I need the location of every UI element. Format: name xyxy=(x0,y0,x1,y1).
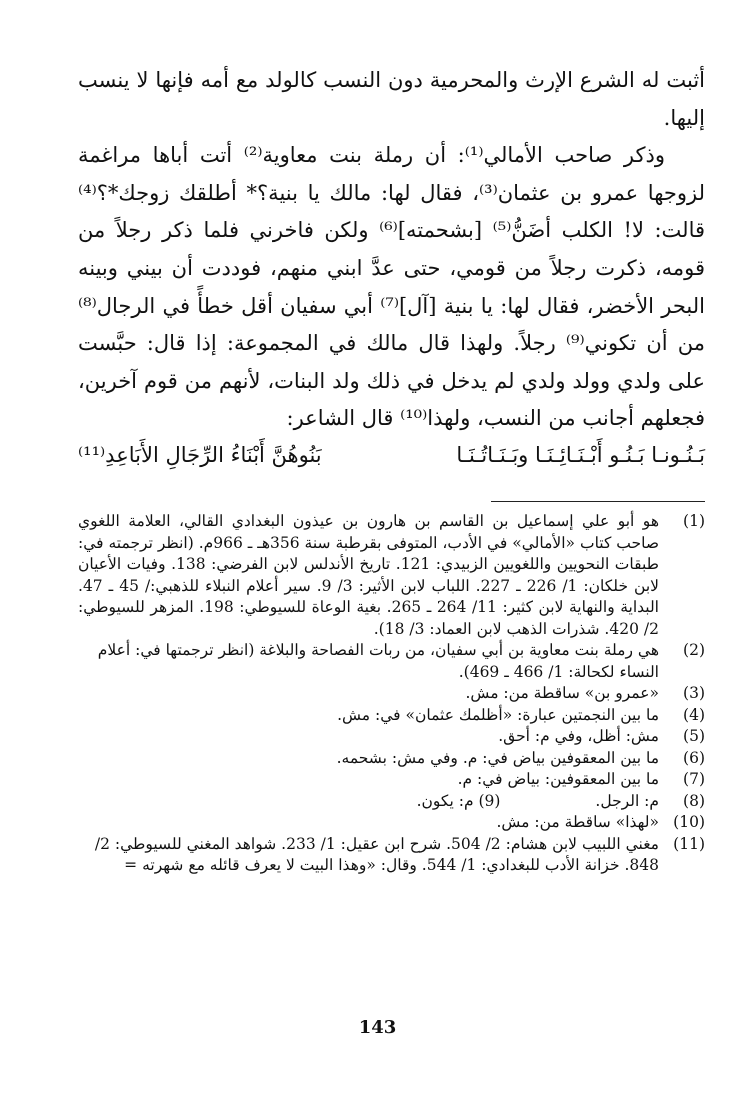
footnote-4 xyxy=(78,705,705,727)
footnote-10 xyxy=(78,812,705,834)
verse-first-hemistich: بَـنُـونـا بَـنُـو أَبْـنَـائِـنَـا وبَـنَـاتُـنَـا xyxy=(456,443,705,467)
footnote-text: م: الرجل. xyxy=(595,791,659,810)
footnote-text: مش: أظل، وفي م: أحق. xyxy=(498,727,659,745)
footnote-11 xyxy=(78,834,705,877)
footnote-text: ما بين النجمتين عبارة: «أظلمك عثمان» في: مش. xyxy=(337,705,659,724)
footnote-number: (4) xyxy=(683,705,705,724)
footnote-separator xyxy=(491,501,705,502)
footnote-number: (5) xyxy=(683,727,705,745)
page-number: 143 xyxy=(358,1017,397,1038)
verse-second-hemistich: بَنُوهُنَّ أَبْنَاءُ الرِّجَالِ الأَبَاعِدِ⁽¹¹⁾ xyxy=(78,443,322,467)
footnote-text: مغني اللبيب لابن هشام: 2/ 504. شرح ابن عقيل: 1/ 233. شواهد المغني للسيوطي: 2/ 848. خزانة الأدب للبغدادي: 1/ 544. وقال: «وهذا البيت لا يعرف قائله مع شهرته = xyxy=(94,834,659,874)
footnote-7 xyxy=(78,769,705,791)
footnote-3 xyxy=(78,683,705,705)
footnote-text: «عمرو بن» ساقطة من: مش. xyxy=(465,684,659,702)
footnote-number: (6) xyxy=(683,748,705,767)
footnote-number: (11) xyxy=(673,834,705,853)
footnotes-section xyxy=(78,511,705,877)
footnote-5 xyxy=(78,726,705,748)
footnote-number: (3) xyxy=(683,684,705,702)
paragraph-2: وذكر صاحب الأمالي⁽¹⁾: أن رملة بنت معاوية⁽²⁾ أتت أباها مراغمة لزوجها عمرو بن عثمان⁽³⁾، فقال لها: مالك يا بنية؟* أطلقك زوجك*؟⁽⁴⁾ قالت: لا! الكلب أضَنُّ⁽⁵⁾ [بشحمته]⁽⁶⁾ ولكن فاخرني فلما ذكر رجلاً من قومه، ذكرت رجلاً من قومي، حتى عدَّ ابني منهم، فوددت أن بيني وبينه البحر الأخضر، فقال لها: يا بنية [آل]⁽⁷⁾ أبي سفيان أقل خطأً في الرجال⁽⁸⁾ من أن تكوني⁽⁹⁾ رجلاً. ولهذا قال مالك في المجموعة: إذا قال: حبَّست على ولدي وولد ولدي لم يدخل في ذلك ولد البنات، لأنهم من قوم آخرين، فجعلهم أجانب من النسب، ولهذا⁽¹⁰⁾ قال الشاعر: xyxy=(78,143,706,431)
footnote-number: (2) xyxy=(683,641,705,659)
paragraph-1: أثبت له الشرع الإرث والمحرمية دون النسب كالولد مع أمه فإنها لا ينسب إليها. xyxy=(78,68,705,130)
footnote-text: هو أبو علي إسماعيل بن القاسم بن هارون بن عيذون البغدادي القالي، العلامة اللغوي صاحب كتاب «الأمالي» في الأدب، المتوفى بقرطبة سنة 356هـ ـ 966م. (انظر ترجمته في: طبقات النحويين واللغويين الزبيدي: 121. تاريخ الأندلس لابن الفرضي: 138. وفيات الأعيان لابن خلكان: 1/ 226 ـ 227. اللباب لابن الأثير: 3/ 9. سير أعلام النبلاء للذهبي:/ 45 ـ 47. البداية والنهاية لابن كثير: 11/ 264 ـ 265. بغية الوعاة للسيوطي: 198. المزهر للسيوطي: 2/ 420. شذرات الذهب لابن العماد: 3/ 18). xyxy=(78,512,659,638)
footnote-text: ما بين المعقوفين: بياض في: م. xyxy=(457,770,659,788)
footnote-2 xyxy=(78,640,705,683)
footnote-text: م: يكون. xyxy=(416,791,474,810)
footnote-text: «لهذا» ساقطة من: مش. xyxy=(496,813,659,831)
main-text xyxy=(78,62,705,438)
poetry-verse xyxy=(78,437,705,473)
footnote-6 xyxy=(78,748,705,770)
footnote-8-9 xyxy=(78,791,705,813)
footnote-text: ما بين المعقوفين بياض في: م. وفي مش: بشحمه. xyxy=(336,748,659,767)
footnote-number: (1) xyxy=(683,512,705,530)
footnote-9 xyxy=(417,791,501,813)
footnote-1 xyxy=(78,511,705,640)
footnote-number: (7) xyxy=(683,770,705,788)
footnote-number: (10) xyxy=(673,813,705,831)
footnote-number: (8) xyxy=(683,791,705,810)
footnote-text: هي رملة بنت معاوية بن أبي سفيان، من ربات الفصاحة والبلاغة (انظر ترجمتها في: أعلام النساء لكحالة: 1/ 466 ـ 469). xyxy=(97,641,659,681)
footnote-number: (9) xyxy=(478,791,501,810)
